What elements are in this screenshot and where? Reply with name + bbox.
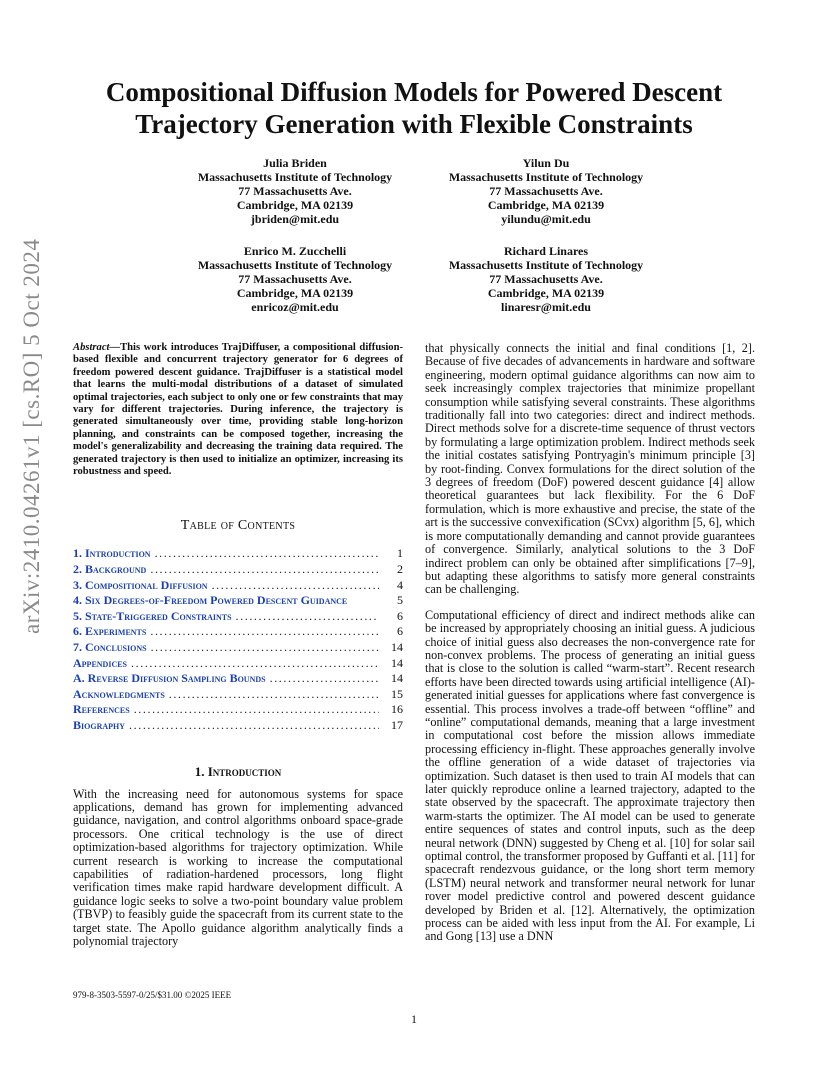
toc-page: 6 [397, 608, 403, 623]
toc-entry[interactable] [73, 562, 403, 578]
author-city: Cambridge, MA 02139 [487, 286, 605, 300]
toc-entry[interactable] [73, 593, 403, 609]
toc-link[interactable]: Appendices [73, 655, 128, 670]
toc-link[interactable]: 3. Compositional Diffusion [73, 577, 208, 592]
page-number: 1 [411, 1012, 417, 1026]
toc-link[interactable]: References [73, 702, 130, 717]
toc-entry[interactable] [73, 702, 403, 718]
abstract-label: Abstract— [73, 342, 121, 353]
toc-page: 2 [397, 562, 403, 577]
author-block-4 [416, 244, 676, 314]
toc-page: 15 [391, 686, 403, 701]
author-email: yilundu@mit.edu [501, 212, 591, 226]
author-block-1 [165, 156, 425, 226]
author-affiliation: Massachusetts Institute of Technology [197, 170, 393, 184]
author-affiliation: Massachusetts Institute of Technology [448, 170, 644, 184]
body-paragraph-1: that physically connects the initial and final conditions [1, 2]. Because of five decades of advancements in hardware and software engineering, modern optimal guidance algorithms can now aim to seek increasingly complex trajectories that minimize propellant consumption while satisfying several constraints. These algorithms traditionally fall into two categories: direct and indirect methods. Direct methods solve for a discrete-time sequence of thrust vectors by formulating a large optimization problem. Indirect methods seek the initial costates satisfying Pontryagin's minimum principle [3] by root-finding. Convex formulations for the direct solution of the 3 degrees of freedom (DoF) powered descent guidance [4] allow theoretical guarantees but lack flexibility. For the 6 DoF formulation, which is more exhaustive and precise, the state of the art is the successive convexification (SCvx) algorithm [5, 6], which is more computationally demanding and cannot provide guarantees of convergence. Similarly, analytical solutions to the 3 DoF indirect problem can only be obtained after simplifications [7–9], but adapting these algorithms to satisfy more general constraints can be challenging. [425, 341, 755, 597]
author-name: Enrico M. Zucchelli [243, 244, 347, 258]
toc-page: 5 [397, 593, 403, 608]
author-affiliation: Massachusetts Institute of Technology [197, 258, 393, 272]
author-address: 77 Massachusetts Ave. [489, 272, 603, 286]
toc-page: 1 [397, 546, 403, 561]
toc-link[interactable]: 5. State-Triggered Constraints [73, 608, 232, 623]
author-address: 77 Massachusetts Ave. [238, 184, 352, 198]
toc-page: 16 [391, 702, 403, 717]
toc-entry[interactable] [73, 578, 403, 594]
right-column [425, 342, 755, 944]
author-name: Julia Briden [263, 156, 327, 170]
table-of-contents [73, 546, 403, 733]
author-city: Cambridge, MA 02139 [236, 286, 354, 300]
toc-page: 6 [397, 624, 403, 639]
paper-title [40, 76, 788, 140]
title-line-1: Compositional Diffusion Models for Powered Descent [105, 77, 723, 107]
toc-link[interactable]: A. Reverse Diffusion Sampling Bounds [73, 671, 266, 686]
toc-link[interactable]: 1. Introduction [73, 546, 151, 561]
toc-link[interactable]: 2. Background [73, 562, 147, 577]
copyright-footnote: 979-8-3503-5597-0/25/$31.00 ©2025 IEEE [73, 990, 232, 1000]
author-email: enricoz@mit.edu [251, 300, 339, 314]
toc-page: 14 [391, 640, 403, 655]
toc-link[interactable]: 6. Experiments [73, 624, 147, 639]
author-address: 77 Massachusetts Ave. [238, 272, 352, 286]
toc-entry[interactable] [73, 546, 403, 562]
author-city: Cambridge, MA 02139 [236, 198, 354, 212]
toc-entry[interactable] [73, 624, 403, 640]
body-paragraph-2: Computational efficiency of direct and indirect methods alike can be increased by appropriately choosing an initial guess. A judicious choice of initial guess also decreases the non-convergence rate for non-convex problems. The process of generating an initial guess that is close to the solution is called “warm-start”. Recent research efforts have been directed towards using artificial intelligence (AI)-generated initial guesses for applications where fast convergence is essential. This process involves a trade-off between “offline” and “online” computational demands, meaning that a large investment in computational cost before the mission allows immediate processing efficiency in-flight. These approaches generally involve the offline generation of a wide dataset of trajectories via optimization. Such dataset is then used to train AI models that can later quickly reproduce online a learned trajectory, adapted to the state observed by the spacecraft. The approximate trajectory then warm-starts the optimizer. The AI model can be used to generate entire sequences of states and control inputs, such as the deep neural network (DNN) suggested by Cheng et al. [10] for solar sail optimal control, the transformer proposed by Guffanti et al. [11] for spacecraft rendezvous guidance, or the long short term memory (LSTM) neural network and transformer neural network for lunar rover model predictive control and powered descent guidance developed by Briden et al. [12]. Alternatively, the optimization process can be aided with less input from the AI. For example, Li and Gong [13] use a DNN [425, 607, 755, 944]
toc-entry[interactable] [73, 718, 403, 734]
author-email: jbriden@mit.edu [250, 212, 340, 226]
toc-link[interactable]: Acknowledgments [73, 686, 165, 701]
intro-paragraph: With the increasing need for autonomous systems for space applications, demand has grown for implementing advanced guidance, navigation, and control algorithms onboard space-grade processors. One critical technology is the use of direct optimization-based algorithms for trajectory optimization. While current research is working to increase the computational capabilities of radiation-hardened processors, long flight verification times make rapid hardware development difficult. A guidance logic seeks to solve a two-point boundary value problem (TBVP) to feasibly guide the spacecraft from its current state to the target state. The Apollo guidance algorithm analytically finds a polynomial trajectory [73, 786, 403, 949]
toc-page: 14 [391, 655, 403, 670]
abstract [73, 342, 403, 478]
toc-heading: Table of Contents [180, 518, 296, 534]
left-column [73, 342, 403, 948]
author-block-3 [165, 244, 425, 314]
abstract-text: This work introduces TrajDiffuser, a compositional diffusion-based flexible and concurrent trajectory generator for 6 degrees of freedom powered descent guidance. TrajDiffuser is a statistical model that learns the multi-modal distributions of a dataset of simulated optimal trajectories, each subject to only one or few constraints that may vary for different trajectories. During inference, the trajectory is generated simultaneously over time, providing stable long-horizon planning, and constraints can be composed together, increasing the model's generalizability and decreasing the training data required. The generated trajectory is then used to initialize an optimizer, increasing its robustness and speed. [73, 342, 403, 478]
toc-entry[interactable] [73, 687, 403, 703]
arxiv-side-label: arXiv:2410.04261v1 [cs.RO] 5 Oct 2024 [19, 238, 44, 634]
section-heading-introduction: 1. Introduction [194, 763, 282, 779]
author-affiliation: Massachusetts Institute of Technology [448, 258, 644, 272]
author-block-2 [416, 156, 676, 226]
toc-link[interactable]: Biography [73, 718, 126, 732]
toc-page: 14 [391, 671, 403, 686]
toc-page: 4 [397, 577, 403, 592]
author-email: linaresr@mit.edu [501, 300, 591, 314]
toc-link[interactable]: 7. Conclusions [73, 640, 147, 655]
toc-entry[interactable] [73, 656, 403, 672]
author-city: Cambridge, MA 02139 [487, 198, 605, 212]
author-name: Yilun Du [522, 156, 570, 170]
toc-entry[interactable] [73, 609, 403, 625]
author-name: Richard Linares [503, 244, 589, 258]
toc-entry[interactable] [73, 640, 403, 656]
title-line-2: Trajectory Generation with Flexible Constraints [135, 109, 693, 139]
toc-page: 17 [391, 718, 403, 732]
author-address: 77 Massachusetts Ave. [489, 184, 603, 198]
toc-entry[interactable] [73, 671, 403, 687]
toc-link[interactable]: 4. Six Degrees-of-Freedom Powered Descent Guidance [73, 593, 348, 608]
